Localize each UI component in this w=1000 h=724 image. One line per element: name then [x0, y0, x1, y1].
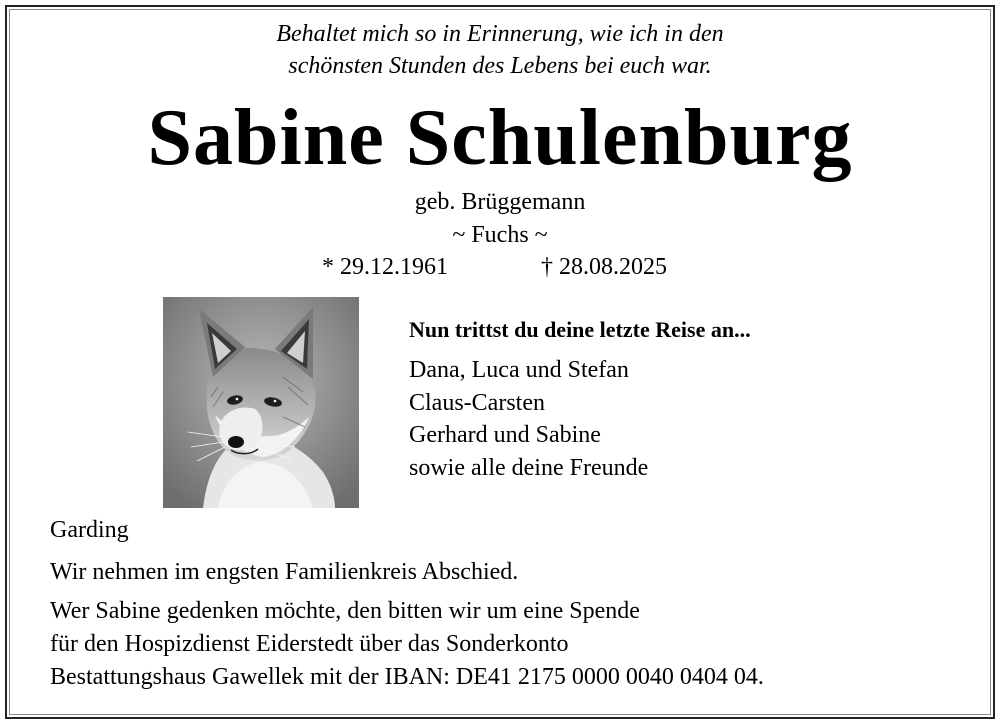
mourner-entry: Claus-Carsten: [409, 389, 545, 416]
motto-quote: [0, 18, 1000, 82]
mourner-entry: sowie alle deine Freunde: [409, 454, 649, 481]
death-date: † 28.08.2025: [541, 254, 667, 280]
birth-date: * 29.12.1961: [322, 254, 448, 280]
donation-line-3: Bestattungshaus Gawellek mit der IBAN: DE41 2175 0000 0040 0404 04.: [50, 664, 764, 690]
donation-request: [50, 595, 950, 694]
maiden-name: geb. Brüggemann: [414, 189, 586, 215]
motto-line-1: Behaltet mich so in Erinnerung, wie ich in den: [276, 21, 724, 47]
deceased-name: Sabine Schulenburg: [147, 94, 853, 182]
nickname: ~ Fuchs ~: [452, 222, 548, 248]
place-name: Garding: [50, 517, 129, 543]
farewell-heading: Nun trittst du deine letzte Reise an...: [409, 317, 751, 342]
motto-line-2: schönsten Stunden des Lebens bei euch war.: [288, 53, 712, 79]
mourners-list: [409, 354, 648, 484]
donation-line-2: für den Hospizdienst Eiderstedt über das Sonderkonto: [50, 631, 569, 657]
farewell-notice: Wir nehmen im engsten Familienkreis Abschied.: [50, 559, 519, 585]
donation-line-1: Wer Sabine gedenken möchte, den bitten wir um eine Spende: [50, 598, 640, 624]
mourner-entry: Dana, Luca und Stefan: [409, 357, 629, 383]
mourner-entry: Gerhard und Sabine: [409, 422, 601, 448]
fox-portrait-image: [163, 297, 359, 508]
